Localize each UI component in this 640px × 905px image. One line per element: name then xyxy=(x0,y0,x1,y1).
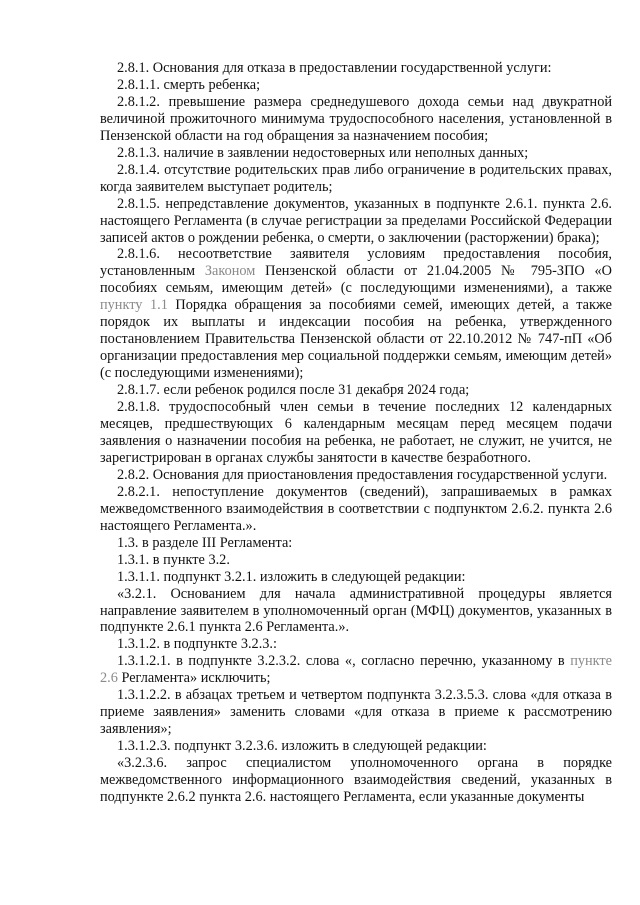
paragraph-2-8-1-7: 2.8.1.7. если ребенок родился после 31 декабря 2024 года; xyxy=(117,382,470,399)
paragraph-3-2-3-6-quote: «3.2.3.6. запрос специалистом уполномоченного органа в порядке межведомственного информационного взаимодействия сведений, указанных в подпункте 2.6.2 пункта 2.6. настоящего Регламента, если указанные документы xyxy=(100,755,612,805)
paragraph-1-3-1-2-2: 1.3.1.2.2. в абзацах третьем и четвертом подпункта 3.2.3.5.3. слова «для отказа в приеме заявления» заменить словами «для отказа в приеме к рассмотрению заявления»; xyxy=(100,687,612,738)
paragraph-2-8-1-6 xyxy=(100,246,612,382)
paragraph-2-8-1-4: 2.8.1.4. отсутствие родительских прав либо ограничение в родительских правах, когда заявителем выступает родитель; xyxy=(100,161,612,195)
text-span: Пензенской области от 21.04.2005 № 795-ЗПО «О пособиях семьям, имеющим детей» (с последующими изменениями), а также xyxy=(100,263,612,297)
document-body xyxy=(100,60,612,806)
clause-link[interactable]: пункту 1.1 xyxy=(100,297,168,314)
paragraph-1-3-1-2-3: 1.3.1.2.3. подпункт 3.2.3.6. изложить в следующей редакции: xyxy=(117,738,487,755)
paragraph-1-3-1-2-1 xyxy=(100,653,612,687)
paragraph-1-3-1-2: 1.3.1.2. в подпункте 3.2.3.: xyxy=(117,636,277,653)
paragraph-3-2-1-quote: «3.2.1. Основанием для начала административной процедуры является направление заявителем в уполномоченный орган (МФЦ) документов, указанных в подпункте 2.6.1 пункта 2.6 Регламента.». xyxy=(100,585,612,636)
paragraph-2-8-1-8: 2.8.1.8. трудоспособный член семьи в течение последних 12 календарных месяцев, предшествующих 6 календарным месяцам перед месяцем подачи заявления о назначении пособия на ребенка, не работает, не служит, не учится, не зарегистрирован в органах службы занятости в качестве безработного. xyxy=(100,399,612,466)
paragraph-1-3: 1.3. в разделе III Регламента: xyxy=(117,534,293,551)
paragraph-2-8-2: 2.8.2. Основания для приостановления предоставления государственной услуги. xyxy=(117,466,608,483)
paragraph-2-8-1-5: 2.8.1.5. непредставление документов, указанных в подпункте 2.6.1. пункта 2.6. настоящего Регламента (в случае регистрации за пределами Российской Федерации записей актов о рождении ребенка, о смерти, о заключении (расторжении) брака); xyxy=(100,195,612,246)
paragraph-2-8-1-1: 2.8.1.1. смерть ребенка; xyxy=(117,76,261,93)
paragraph-2-8-1: 2.8.1. Основания для отказа в предоставлении государственной услуги: xyxy=(117,60,552,76)
clause-link[interactable]: пункте 2.6 xyxy=(100,653,612,687)
text-span: Порядка обращения за пособиями семей, имеющих детей, а также порядок их выплаты и индексации пособия на ребенка, утвержденного постановлением Правительства Пензенской области от 22.10.2012 № 747-пП «Об организации предоставления мер социальной поддержки семьям, имеющим детей» (с последующими изменениями); xyxy=(100,297,612,382)
paragraph-2-8-1-2: 2.8.1.2. превышение размера среднедушевого дохода семьи над двукратной величиной прожиточного минимума трудоспособного населения, установленной в Пензенской области на год обращения за назначением пособия; xyxy=(100,93,612,144)
text-span: 1.3.1.2.1. в подпункте 3.2.3.2. слова «, согласно перечню, указанному в xyxy=(117,653,571,670)
law-link[interactable]: Законом xyxy=(204,263,256,280)
paragraph-2-8-2-1: 2.8.2.1. непоступление документов (сведений), запрашиваемых в рамках межведомственного взаимодействия в соответствии с подпунктом 2.6.2. пункта 2.6 настоящего Регламента.». xyxy=(100,483,612,534)
text-span: 2.8.1.6. несоответствие заявителя условиям предоставления пособия, установленным xyxy=(100,246,612,280)
paragraph-1-3-1: 1.3.1. в пункте 3.2. xyxy=(117,551,230,568)
text-span: Регламента» исключить; xyxy=(117,670,271,687)
paragraph-2-8-1-3: 2.8.1.3. наличие в заявлении недостоверных или неполных данных; xyxy=(117,144,529,161)
paragraph-1-3-1-1: 1.3.1.1. подпункт 3.2.1. изложить в следующей редакции: xyxy=(117,568,466,585)
